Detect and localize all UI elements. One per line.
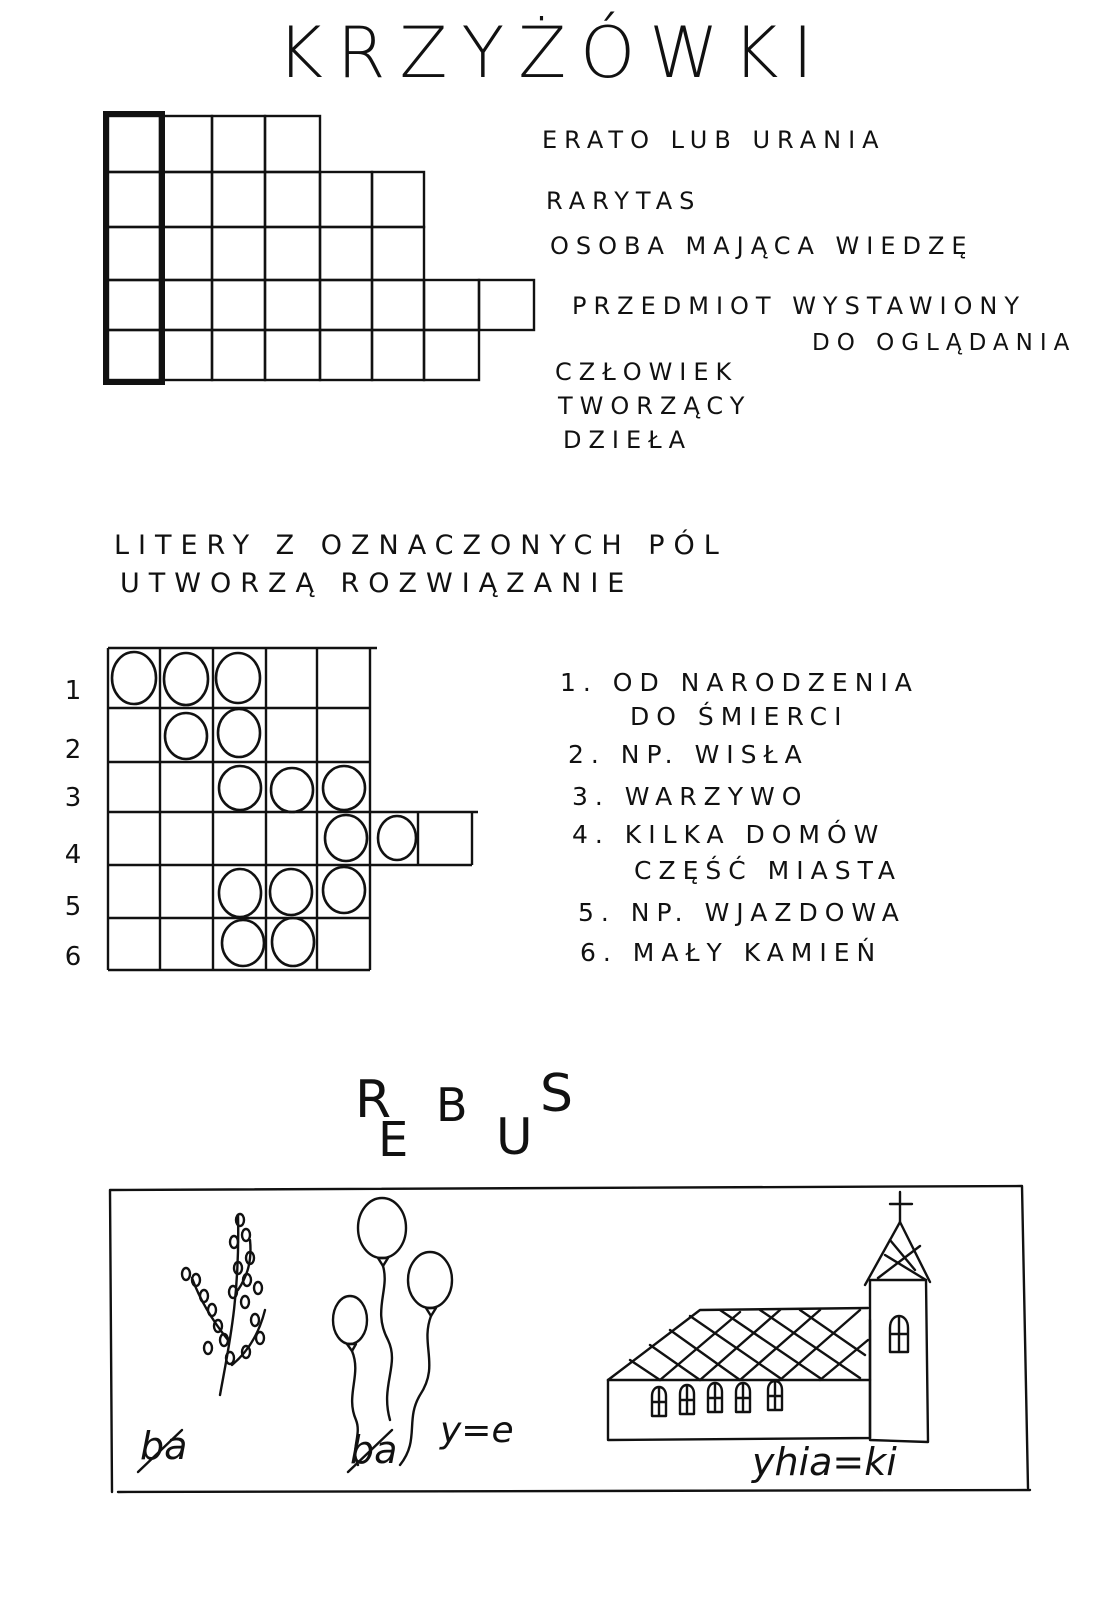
- cw1-cell: [212, 116, 265, 172]
- rebus-drawing: [100, 1180, 1040, 1500]
- marked-cell-circle: [219, 869, 261, 917]
- rebus-title-letter: B: [436, 1078, 468, 1132]
- crossword-2-grid: [100, 640, 485, 980]
- rebus-hint: ba: [140, 1424, 188, 1468]
- cw1-clue: DO OGLĄDANIA: [812, 330, 1077, 356]
- cw2-row-number: 1: [64, 676, 90, 706]
- cw1-cell: [212, 172, 265, 227]
- rebus-title-letter: E: [378, 1112, 409, 1168]
- cw2-clue: 2. NP. WISŁA: [568, 740, 809, 769]
- marked-cell-circle: [112, 652, 156, 704]
- marked-cell-circle: [219, 766, 261, 810]
- cw2-clue: CZĘŚĆ MIASTA: [634, 856, 902, 885]
- cw1-cell: [212, 227, 265, 280]
- cw1-cell: [160, 116, 212, 172]
- marked-cell-circle: [164, 653, 208, 705]
- rebus-title-letter: S: [540, 1064, 574, 1124]
- cw1-cell: [424, 280, 479, 330]
- cw1-cell: [265, 280, 320, 330]
- marked-cell-circle: [216, 653, 260, 703]
- cw2-row-number: 4: [64, 840, 90, 870]
- cw1-cell: [372, 330, 424, 380]
- crossword-1-grid: [100, 110, 545, 385]
- cw2-row-number: 5: [64, 892, 90, 922]
- cw1-cell: [424, 330, 479, 380]
- marked-cell-circle: [165, 713, 207, 759]
- cw2-row-number: 6: [64, 942, 90, 972]
- marked-cell-circle: [323, 766, 365, 810]
- cw1-cell: [160, 280, 212, 330]
- marked-cell-circle: [270, 869, 312, 915]
- cw2-row-number: 2: [64, 735, 90, 765]
- cw1-cell: [320, 227, 372, 280]
- cw1-clue: PRZEDMIOT WYSTAWIONY: [572, 292, 1027, 320]
- cw1-cell: [479, 280, 534, 330]
- cw1-solution-column: [106, 114, 162, 382]
- cw1-clue: TWORZĄCY: [558, 392, 752, 420]
- cw2-clue: 6. MAŁY KAMIEŃ: [580, 938, 883, 967]
- instruction-line: LITERY Z OZNACZONYCH PÓL: [114, 530, 728, 561]
- cw1-cell: [160, 172, 212, 227]
- cw1-cell: [372, 172, 424, 227]
- cw1-clue: ERATO LUB URANIA: [542, 126, 886, 154]
- cw1-cell: [320, 280, 372, 330]
- rebus-hint: yhia=ki: [752, 1440, 897, 1484]
- cw1-cell: [372, 280, 424, 330]
- rebus-hint: ba: [350, 1428, 398, 1472]
- cw1-clue: CZŁOWIEK: [555, 358, 739, 386]
- cw2-clue: DO ŚMIERCI: [630, 702, 849, 731]
- cw2-clue: 1. OD NARODZENIA: [560, 668, 919, 697]
- cw1-cell: [108, 172, 160, 227]
- cw1-cell: [212, 280, 265, 330]
- church-icon: [608, 1192, 930, 1442]
- marked-cell-circle: [222, 920, 264, 966]
- instruction-line: UTWORZĄ ROZWIĄZANIE: [120, 568, 634, 599]
- cw2-clue: 4. KILKA DOMÓW: [572, 820, 886, 849]
- willow-branch-icon: [182, 1214, 265, 1395]
- cw2-clue: 5. NP. WJAZDOWA: [578, 898, 906, 927]
- cw1-cell: [372, 227, 424, 280]
- cw1-cell: [320, 172, 372, 227]
- marked-cell-circle: [323, 867, 365, 913]
- marked-cell-circle: [218, 709, 260, 757]
- cw1-cell: [265, 172, 320, 227]
- page-title: KRZYŻÓWKI: [276, 12, 828, 94]
- cw1-cell: [212, 330, 265, 380]
- cw1-cell: [265, 227, 320, 280]
- rebus-title-letter: R: [355, 1070, 392, 1130]
- cw1-cell: [108, 330, 160, 380]
- cw2-clue: 3. WARZYWO: [572, 782, 809, 811]
- cw1-cell: [108, 280, 160, 330]
- rebus-title-letter: U: [496, 1108, 533, 1166]
- cw1-cell: [265, 330, 320, 380]
- cw1-cell: [160, 227, 212, 280]
- cw1-clue: DZIEŁA: [563, 426, 693, 454]
- cw1-clue: RARYTAS: [546, 187, 702, 215]
- cw1-clue: OSOBA MAJĄCA WIEDZĘ: [550, 232, 974, 260]
- cw1-cell: [160, 330, 212, 380]
- cw1-cell: [320, 330, 372, 380]
- cw2-row-number: 3: [64, 783, 90, 813]
- cw1-cell: [108, 116, 160, 172]
- marked-cell-circle: [325, 815, 367, 861]
- cw1-cell: [108, 227, 160, 280]
- marked-cell-circle: [271, 768, 313, 812]
- marked-cell-circle: [272, 918, 314, 966]
- rebus-hint: y=e: [440, 1410, 514, 1451]
- cw1-cell: [265, 116, 320, 172]
- marked-cell-circle: [378, 816, 416, 860]
- balloons-icon: [333, 1198, 452, 1465]
